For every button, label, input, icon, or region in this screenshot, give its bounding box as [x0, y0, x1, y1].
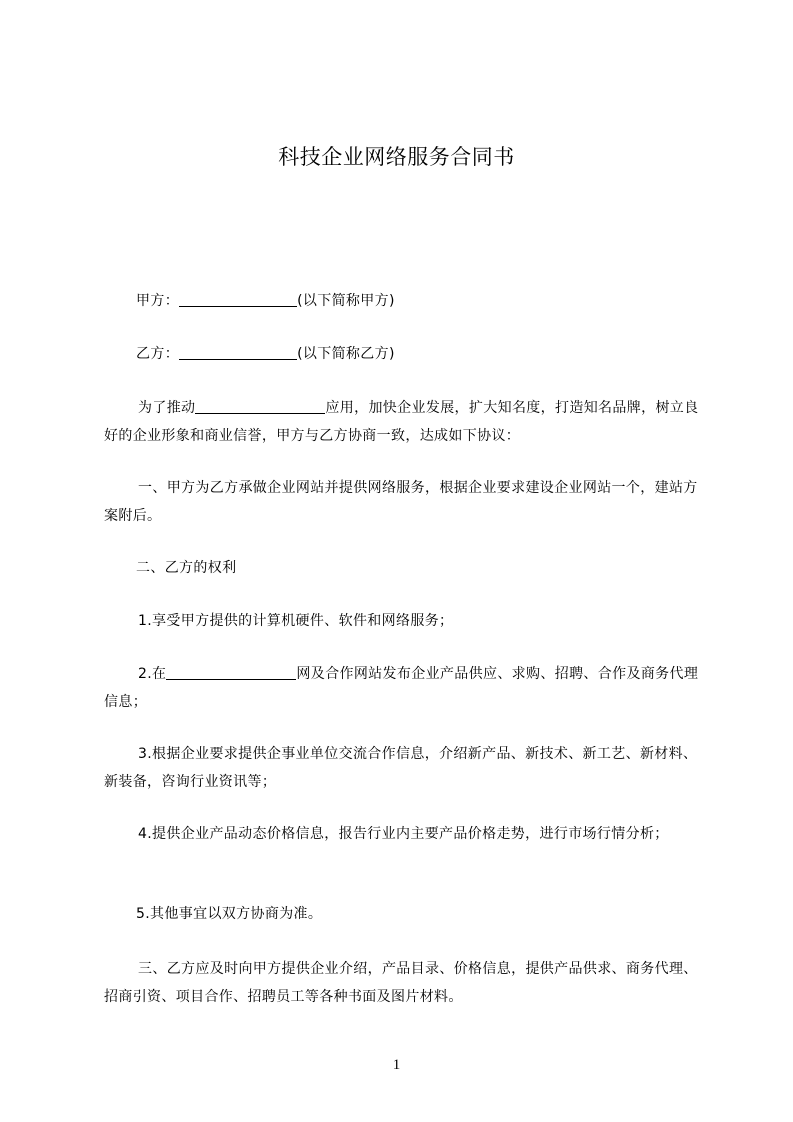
party-a-blank: [179, 291, 297, 307]
clause-2-heading: 二、乙方的权利: [136, 560, 237, 576]
intro-before: 为了推动: [138, 400, 196, 416]
clause-2-item-4: 4.提供企业产品动态价格信息，报告行业内主要产品价格走势，进行市场行情分析；: [138, 826, 669, 842]
clause-2-item-3: 3.根据企业要求提供企事业单位交流合作信息，介绍新产品、新技术、新工艺、新材料、新装备，咨询行业资讯等；: [104, 746, 698, 790]
item-2-before: 2.在: [138, 666, 167, 682]
party-b-line: [104, 340, 704, 368]
clause-1: 一、甲方为乙方承做企业网站并提供网络服务，根据企业要求建设企业网站一个，建站方案附后。: [104, 480, 698, 524]
clause-2-item-1: 1.享受甲方提供的计算机硬件、软件和网络服务；: [138, 613, 454, 629]
party-a-label: 甲方：: [136, 293, 180, 309]
party-a-note: (以下简称甲方): [297, 293, 395, 309]
item-2-after: 网及合作网站发布企业产品供应、求购、招聘、合作及商务代理信息；: [104, 666, 699, 710]
party-b-label: 乙方：: [136, 346, 180, 362]
intro-blank: [195, 398, 325, 414]
party-b-blank: [179, 344, 297, 360]
document-title: 科技企业网络服务合同书: [278, 145, 515, 169]
party-b-note: (以下简称乙方): [297, 346, 395, 362]
intro-paragraph: [104, 394, 704, 450]
intro-after: 应用，加快企业发展，扩大知名度，打造知名品牌，树立良好的企业形象和商业信誉，甲方与乙方协商一致，达成如下协议：: [104, 400, 699, 444]
party-a-line: [104, 287, 704, 315]
clause-2-item-5: 5.其他事宜以双方协商为准。: [136, 906, 323, 922]
clause-2-item-2: [104, 660, 704, 716]
page-number: 1: [392, 1057, 401, 1073]
item-2-blank: [166, 664, 296, 680]
clause-3: 三、乙方应及时向甲方提供企业介绍，产品目录、价格信息，提供产品供求、商务代理、招商引资、项目合作、招聘员工等各种书面及图片材料。: [104, 961, 698, 1005]
